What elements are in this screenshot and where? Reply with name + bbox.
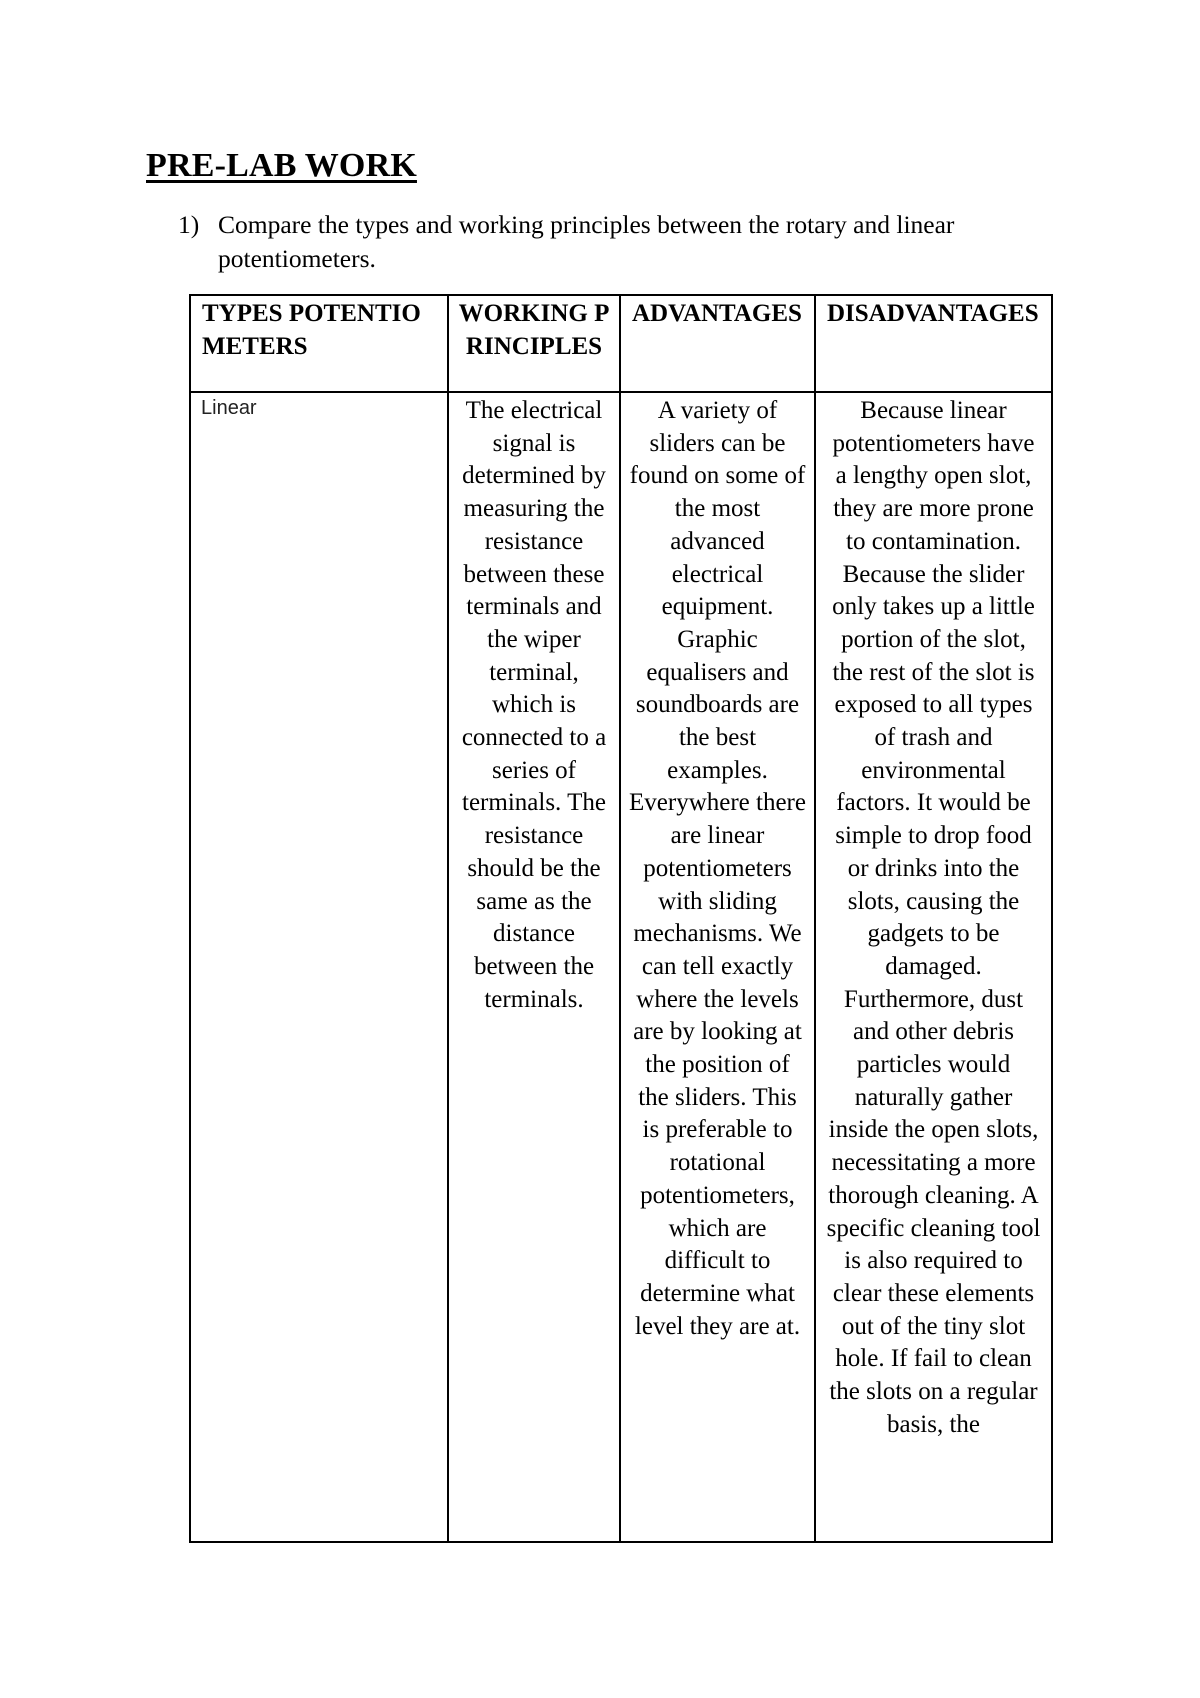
header-disadvantages: DISADVANTAGES	[815, 295, 1052, 392]
cell-working-principle: The electrical signal is determined by measuring the resistance between these terminals and the wiper terminal, which is connected to a series of terminals. The resistance should be the same as the distance between the terminals.	[448, 392, 620, 1542]
header-working-principles: WORKING PRINCIPLES	[448, 295, 620, 392]
question	[178, 208, 1058, 276]
cell-advantages: A variety of sliders can be found on some of the most advanced electrical equipment. Graphic equalisers and soundboards are the best examples. Everywhere there are linear potentiometers with sliding mechanisms. We can tell exactly where the levels are by looking at the position of the sliders. This is preferable to rotational potentiometers, which are difficult to determine what level they are at.	[620, 392, 815, 1542]
table-row	[190, 392, 1052, 1542]
question-number: 1)	[178, 210, 200, 239]
question-text: Compare the types and working principles between the rotary and linear potentiometers.	[218, 210, 955, 273]
header-types: TYPES POTENTIOMETERS	[190, 295, 448, 392]
page-title: PRE-LAB WORK	[146, 147, 417, 184]
comparison-table	[189, 294, 1053, 1543]
cell-type: Linear	[190, 392, 448, 1542]
table-header-row	[190, 295, 1052, 392]
header-advantages: ADVANTAGES	[620, 295, 815, 392]
cell-disadvantages: Because linear potentiometers have a lengthy open slot, they are more prone to contamination. Because the slider only takes up a little portion of the slot, the rest of the slot is exposed to all types of trash and environmental factors. It would be simple to drop food or drinks into the slots, causing the gadgets to be damaged. Furthermore, dust and other debris particles would naturally gather inside the open slots, necessitating a more thorough cleaning. A specific cleaning tool is also required to clear these elements out of the tiny slot hole. If fail to clean the slots on a regular basis, the	[815, 392, 1052, 1542]
